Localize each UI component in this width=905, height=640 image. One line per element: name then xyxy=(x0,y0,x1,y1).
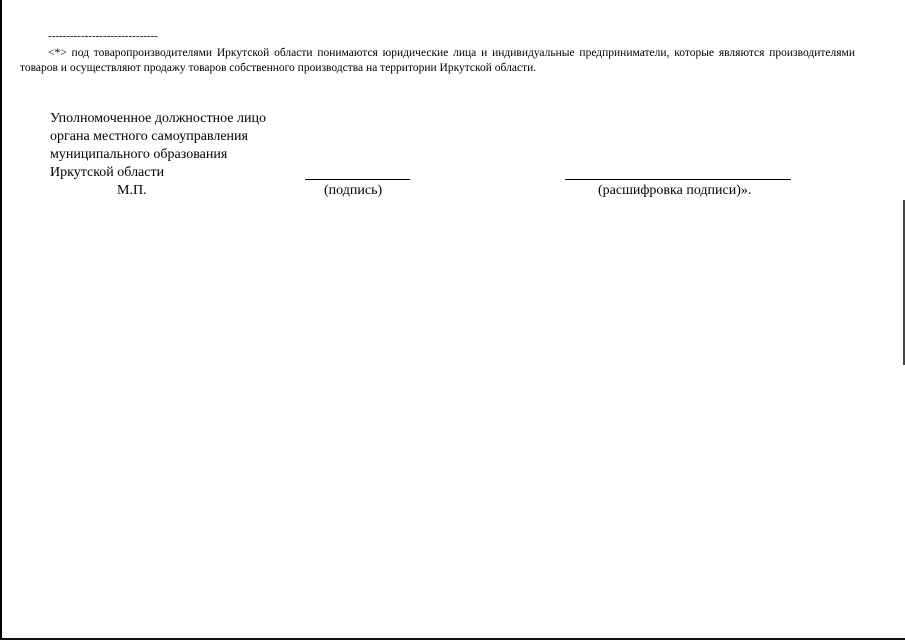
official-line: муниципального образования xyxy=(50,147,228,162)
official-line: Уполномоченное должностное лицо xyxy=(50,111,266,126)
footnote-separator: ------------------------------ xyxy=(48,30,158,42)
signature-line xyxy=(305,179,410,180)
signature-decode-line xyxy=(565,179,791,180)
page-left-edge xyxy=(0,0,2,640)
footnote-text: <*> под товаропроизводителями Иркутской области понимаются юридические лица и индивидуальные предприниматели, которые являются производителями товаров и осуществляют продажу товаров собственного производства на территории Иркутской области. xyxy=(20,47,855,74)
official-line: Иркутской области xyxy=(50,165,165,180)
official-line: органа местного самоуправления xyxy=(50,129,248,144)
official-title-block xyxy=(50,110,266,182)
signature-decode-caption: (расшифровка подписи)». xyxy=(598,183,752,198)
stamp-label: М.П. xyxy=(117,183,147,198)
signature-caption: (подпись) xyxy=(324,183,383,198)
